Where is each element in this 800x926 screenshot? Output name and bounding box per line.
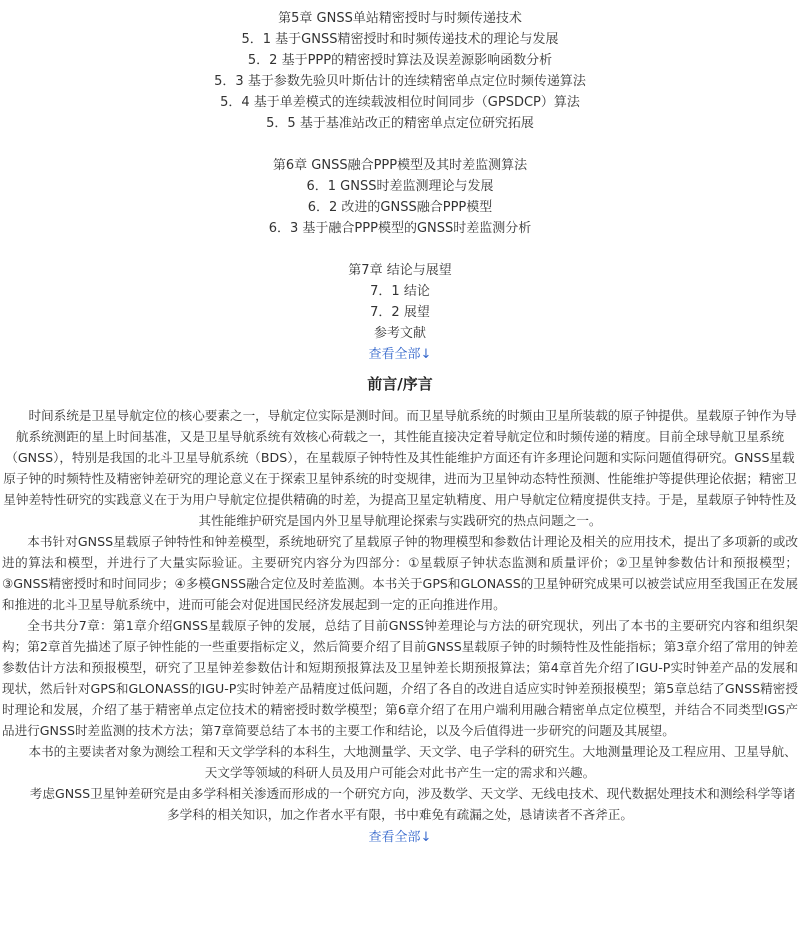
toc-section: 5．2 基于PPP的精密授时算法及误差源影响函数分析 — [247, 53, 553, 68]
toc-chapter-7: 第7章 结论与展望 — [348, 263, 452, 278]
toc-section: 6．3 基于融合PPP模型的GNSS时差监测分析 — [268, 221, 532, 236]
toc-section: 6．1 GNSS时差监测理论与发展 — [306, 179, 494, 194]
toc-view-all-link[interactable]: 查看全部↓ — [368, 347, 432, 362]
toc-chapter-6: 第6章 GNSS融合PPP模型及其时差监测算法 — [272, 158, 528, 173]
preface-title: 前言/序言 — [367, 375, 433, 393]
preface-paragraph: 本书针对GNSS星载原子钟特性和钟差模型，系统地研究了星载原子钟的物理模型和参数估计理论及相关的应用技术，提出了多项新的或改进的算法和模型，并进行了大量实际验证。主要研究内容分为四部分：①星载原子钟状态监测和质量评价；②卫星钟参数估计和预报模型；③GNSS精密授时和时间同步；④多模GNSS融合定位及时差监测。本书关于GPS和GLONASS的卫星钟研究成果可以被尝试应用至我国正在发展和推进的北斗卫星导航系统中，进而可能会对促进国民经济发展起到一定的正向推进作用。 — [2, 534, 798, 612]
toc-references: 参考文献 — [373, 326, 426, 341]
toc-chapter-5: 第5章 GNSS单站精密授时与时频传递技术 — [278, 11, 522, 26]
toc-section: 6．2 改进的GNSS融合PPP模型 — [307, 200, 493, 215]
preface-body — [0, 405, 800, 825]
toc-section: 7．2 展望 — [370, 305, 430, 320]
toc-section: 5．3 基于参数先验贝叶斯估计的连续精密单点定位时频传递算法 — [214, 74, 586, 89]
toc-section: 7．1 结论 — [370, 284, 430, 299]
table-of-contents — [0, 0, 800, 365]
preface-paragraph: 本书的主要读者对象为测绘工程和天文学学科的本科生，大地测量学、天文学、电子学科的研究生。大地测量理论及工程应用、卫星导航、天文学等领域的科研人员及用户可能会对此书产生一定的需求和兴趣。 — [28, 744, 797, 780]
toc-section: 5．5 基于基准站改正的精密单点定位研究拓展 — [266, 116, 534, 131]
toc-spacer — [0, 239, 800, 260]
toc-section: 5．1 基于GNSS精密授时和时频传递技术的理论与发展 — [241, 32, 559, 47]
preface-paragraph: 全书共分7章：第1章介绍GNSS星载原子钟的发展，总结了目前GNSS钟差理论与方法的研究现状，列出了本书的主要研究内容和组织架构；第2章首先描述了原子钟性能的一些重要指标定义，然后简要介绍了目前GNSS星载原子钟的时频特性及性能指标；第3章介绍了常用的钟差参数估计方法和预报模型，研究了卫星钟差参数估计和短期预报算法及卫星钟差长期预报算法；第4章首先介绍了IGU-P实时钟差产品的发展和现状，然后针对GPS和GLONASS的IGU-P实时钟差产品精度过低问题，介绍了各自的改进自适应实时钟差预报模型；第5章总结了GNSS精密授时理论和发展，介绍了基于精密单点定位技术的精密授时数学模型；第6章介绍了在用户端利用融合精密单点定位模型，并结合不同类型IGS产品进行GNSS时差监测的技术方法；第7章简要总结了本书的主要工作和结论，以及今后值得进一步研究的问题及其展望。 — [2, 618, 798, 738]
preface-paragraph: 时间系统是卫星导航定位的核心要素之一，导航定位实际是测时间。而卫星导航系统的时频由卫星所装载的原子钟提供。星载原子钟作为导航系统测距的星上时间基准，又是卫星导航系统有效核心荷载之一，其性能直接决定着导航定位和时频传递的精度。目前全球导航卫星系统（GNSS），特别是我国的北斗卫星导航系统（BDS），在星载原子钟特性及其性能维护方面还有许多理论问题和实际问题值得研究。GNSS星载原子钟的时频特性及精密钟差研究的理论意义在于探索卫星钟系统的时变规律，进而为卫星钟动态特性预测、性能维护等提供理论依据；精密卫星钟差特性研究的实践意义在于为用户导航定位提供精确的时差，为提高卫星定轨精度、用户导航定位精度提供支持。于是，星载原子钟特性及其性能维护研究是国内外卫星导航理论探索与实践研究的热点问题之一。 — [3, 408, 797, 528]
toc-section: 5．4 基于单差模式的连续载波相位时间同步（GPSDCP）算法 — [220, 95, 580, 110]
preface-view-all-link[interactable]: 查看全部↓ — [368, 830, 432, 845]
toc-spacer — [0, 134, 800, 155]
preface-paragraph: 考虑GNSS卫星钟差研究是由多学科相关渗透而形成的一个研究方向，涉及数学、天文学、无线电技术、现代数据处理技术和测绘科学等诸多学科的相关知识，加之作者水平有限，书中难免有疏漏之处，恳请读者不吝斧正。 — [29, 786, 796, 822]
